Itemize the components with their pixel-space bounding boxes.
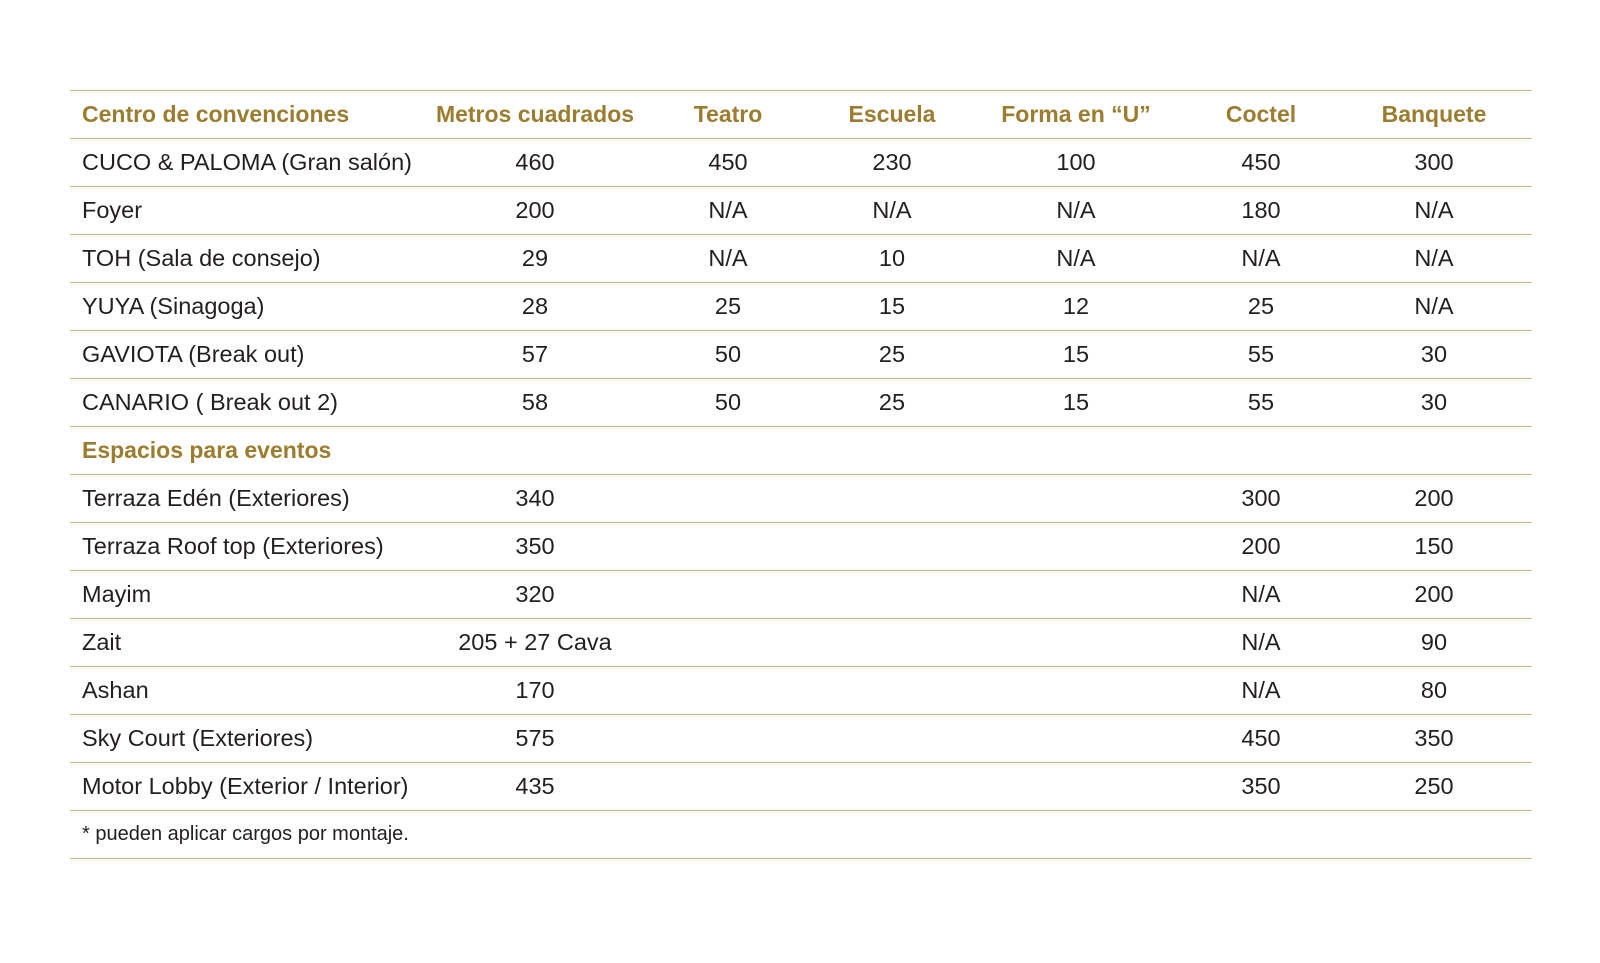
cell-coctel: 450 xyxy=(1186,139,1336,187)
cell-coctel: N/A xyxy=(1186,571,1336,619)
cell-metros: 57 xyxy=(432,331,638,379)
cell-forma-u: 15 xyxy=(966,379,1186,427)
section-header-row xyxy=(70,427,1532,475)
cell-teatro xyxy=(638,475,818,523)
table-row xyxy=(70,187,1532,235)
table-row xyxy=(70,523,1532,571)
header-centro-de-convenciones: Centro de convenciones xyxy=(70,91,432,139)
cell-banquete: 200 xyxy=(1336,571,1532,619)
cell-metros: 350 xyxy=(432,523,638,571)
cell-teatro: 25 xyxy=(638,283,818,331)
venue-name: GAVIOTA (Break out) xyxy=(70,331,432,379)
venue-name: Mayim xyxy=(70,571,432,619)
table-row xyxy=(70,283,1532,331)
footnote: * pueden aplicar cargos por montaje. xyxy=(70,811,1532,859)
cell-teatro xyxy=(638,715,818,763)
header-banquete: Banquete xyxy=(1336,91,1532,139)
cell-metros: 170 xyxy=(432,667,638,715)
cell-banquete: N/A xyxy=(1336,283,1532,331)
header-forma-en-u: Forma en “U” xyxy=(966,91,1186,139)
venue-name: Terraza Edén (Exteriores) xyxy=(70,475,432,523)
cell-escuela xyxy=(818,619,966,667)
cell-teatro xyxy=(638,523,818,571)
cell-metros: 205 + 27 Cava xyxy=(432,619,638,667)
cell-metros: 340 xyxy=(432,475,638,523)
cell-metros: 58 xyxy=(432,379,638,427)
cell-forma-u xyxy=(966,619,1186,667)
venue-name: Foyer xyxy=(70,187,432,235)
cell-coctel: 55 xyxy=(1186,331,1336,379)
cell-teatro: 450 xyxy=(638,139,818,187)
cell-teatro xyxy=(638,667,818,715)
cell-escuela: 25 xyxy=(818,331,966,379)
cell-banquete: 30 xyxy=(1336,379,1532,427)
table-row xyxy=(70,331,1532,379)
cell-banquete: 200 xyxy=(1336,475,1532,523)
cell-forma-u xyxy=(966,475,1186,523)
cell-forma-u xyxy=(966,667,1186,715)
cell-escuela: N/A xyxy=(818,187,966,235)
cell-forma-u: N/A xyxy=(966,235,1186,283)
footnote-row xyxy=(70,811,1532,859)
header-teatro: Teatro xyxy=(638,91,818,139)
cell-escuela xyxy=(818,667,966,715)
cell-metros: 460 xyxy=(432,139,638,187)
cell-escuela xyxy=(818,571,966,619)
cell-banquete: 30 xyxy=(1336,331,1532,379)
cell-coctel: 55 xyxy=(1186,379,1336,427)
cell-forma-u: N/A xyxy=(966,187,1186,235)
table-row xyxy=(70,571,1532,619)
cell-escuela xyxy=(818,715,966,763)
cell-teatro: N/A xyxy=(638,235,818,283)
cell-escuela: 10 xyxy=(818,235,966,283)
cell-coctel: 350 xyxy=(1186,763,1336,811)
venue-name: CANARIO ( Break out 2) xyxy=(70,379,432,427)
cell-forma-u xyxy=(966,523,1186,571)
cell-escuela xyxy=(818,475,966,523)
venue-name: Ashan xyxy=(70,667,432,715)
cell-escuela: 25 xyxy=(818,379,966,427)
cell-coctel: N/A xyxy=(1186,667,1336,715)
cell-teatro: N/A xyxy=(638,187,818,235)
table-row xyxy=(70,715,1532,763)
cell-forma-u: 100 xyxy=(966,139,1186,187)
section-title-espacios-para-eventos: Espacios para eventos xyxy=(70,427,1532,475)
cell-escuela: 230 xyxy=(818,139,966,187)
cell-banquete: N/A xyxy=(1336,187,1532,235)
cell-coctel: N/A xyxy=(1186,235,1336,283)
convention-rows xyxy=(70,139,1532,859)
cell-banquete: 250 xyxy=(1336,763,1532,811)
venue-name: Motor Lobby (Exterior / Interior) xyxy=(70,763,432,811)
capacity-table-container xyxy=(70,90,1532,859)
cell-teatro xyxy=(638,619,818,667)
cell-coctel: 25 xyxy=(1186,283,1336,331)
cell-forma-u: 15 xyxy=(966,331,1186,379)
venue-name: TOH (Sala de consejo) xyxy=(70,235,432,283)
cell-metros: 29 xyxy=(432,235,638,283)
cell-coctel: 450 xyxy=(1186,715,1336,763)
cell-forma-u xyxy=(966,715,1186,763)
table-row xyxy=(70,139,1532,187)
header-escuela: Escuela xyxy=(818,91,966,139)
cell-metros: 575 xyxy=(432,715,638,763)
cell-coctel: 300 xyxy=(1186,475,1336,523)
cell-metros: 28 xyxy=(432,283,638,331)
cell-metros: 200 xyxy=(432,187,638,235)
cell-banquete: 350 xyxy=(1336,715,1532,763)
cell-teatro: 50 xyxy=(638,331,818,379)
venue-name: YUYA (Sinagoga) xyxy=(70,283,432,331)
table-header-row xyxy=(70,91,1532,139)
header-metros-cuadrados: Metros cuadrados xyxy=(432,91,638,139)
cell-escuela xyxy=(818,523,966,571)
cell-metros: 320 xyxy=(432,571,638,619)
table-row xyxy=(70,379,1532,427)
cell-forma-u: 12 xyxy=(966,283,1186,331)
cell-banquete: 90 xyxy=(1336,619,1532,667)
cell-teatro xyxy=(638,763,818,811)
cell-banquete: 150 xyxy=(1336,523,1532,571)
table-row xyxy=(70,667,1532,715)
capacity-table xyxy=(70,90,1532,859)
cell-teatro xyxy=(638,571,818,619)
venue-name: Terraza Roof top (Exteriores) xyxy=(70,523,432,571)
cell-teatro: 50 xyxy=(638,379,818,427)
table-row xyxy=(70,475,1532,523)
cell-banquete: 80 xyxy=(1336,667,1532,715)
cell-metros: 435 xyxy=(432,763,638,811)
venue-name: Zait xyxy=(70,619,432,667)
venue-name: CUCO & PALOMA (Gran salón) xyxy=(70,139,432,187)
cell-escuela xyxy=(818,763,966,811)
header-coctel: Coctel xyxy=(1186,91,1336,139)
cell-coctel: 200 xyxy=(1186,523,1336,571)
cell-escuela: 15 xyxy=(818,283,966,331)
cell-forma-u xyxy=(966,763,1186,811)
cell-coctel: 180 xyxy=(1186,187,1336,235)
cell-banquete: 300 xyxy=(1336,139,1532,187)
cell-coctel: N/A xyxy=(1186,619,1336,667)
table-row xyxy=(70,763,1532,811)
cell-banquete: N/A xyxy=(1336,235,1532,283)
venue-name: Sky Court (Exteriores) xyxy=(70,715,432,763)
table-row xyxy=(70,235,1532,283)
cell-forma-u xyxy=(966,571,1186,619)
table-row xyxy=(70,619,1532,667)
